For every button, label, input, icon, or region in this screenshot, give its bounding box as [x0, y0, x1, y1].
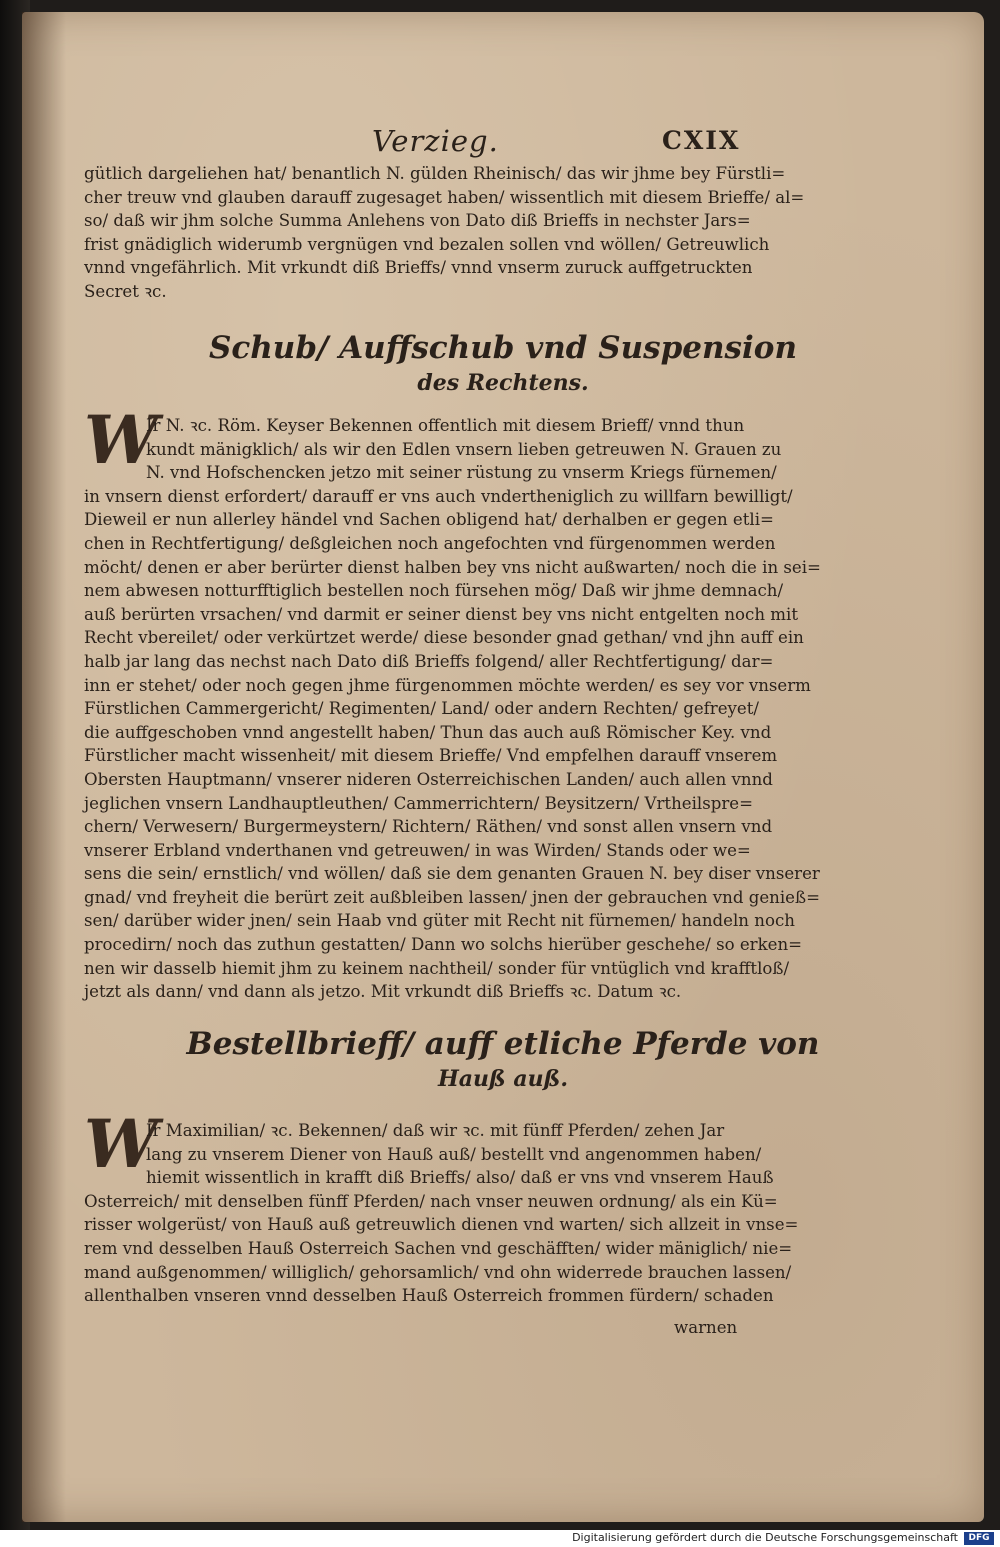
- running-title: Verzieg.: [372, 124, 499, 158]
- funding-credit: Digitalisierung gefördert durch die Deutsche Forschungsgemeinschaft: [572, 1531, 958, 1544]
- text-line: kundt mänigklich/ als wir den Edlen vnsern lieben getreuwen N. Grauen zu: [146, 439, 782, 459]
- text-line: halb jar lang das nechst nach Dato diß Brieffs folgend/ aller Rechtfertigung/ dar=: [84, 651, 774, 671]
- text-line: nen wir dasselb hiemit jhm zu keinem nachtheil/ sonder für vntüglich vnd krafftloß/: [84, 958, 790, 978]
- text-line: vnnd vngefährlich. Mit vrkundt diß Brieffs/ vnnd vnserm zuruck auffgetruckten: [84, 258, 753, 278]
- book-page: [22, 12, 984, 1522]
- text-line: so/ daß wir jhm solche Summa Anlehens von Dato diß Brieffs in nechster Jars=: [84, 211, 751, 231]
- text-line: jeglichen vnsern Landhauptleuthen/ Cammerrichtern/ Beysitzern/ Vrtheilspre=: [84, 793, 754, 813]
- section-heading: [22, 328, 984, 398]
- text-line: auß berürten vrsachen/ vnd darmit er seiner dienst bey vns nicht entgelten noch mit: [84, 604, 799, 624]
- text-line: procedirn/ noch das zuthun gestatten/ Dann wo solchs hierüber geschehe/ so erken=: [84, 935, 803, 955]
- section-subtitle: des Rechtens.: [417, 370, 589, 396]
- text-line: chen in Rechtfertigung/ deßgleichen noch angefochten vnd fürgenommen werden: [84, 533, 776, 553]
- section-body: [84, 1119, 798, 1308]
- text-line: chern/ Verwesern/ Burgermeystern/ Richtern/ Räthen/ vnd sonst allen vnsern vnd: [84, 817, 773, 837]
- text-line: mand außgenommen/ williglich/ gehorsamlich/ vnd ohn widerrede brauchen lassen/: [84, 1262, 792, 1282]
- text-line: inn er stehet/ oder noch gegen jhme fürgenommen möchte werden/ es sey vor vnserm: [84, 675, 811, 695]
- text-line: Osterreich/ mit denselben fünff Pferden/ nach vnser neuwen ordnung/ als ein Kü=: [84, 1191, 778, 1211]
- text-line: sen/ darüber wider jnen/ sein Haab vnd güter mit Recht nit fürnemen/ handeln noch: [84, 911, 795, 931]
- text-line: sens die sein/ ernstlich/ vnd wöllen/ daß sie dem genanten Grauen N. bey diser vnserer: [84, 864, 820, 884]
- text-line: in vnsern dienst erfordert/ darauff er vns auch vndertheniglich zu willfarn bewilligt/: [84, 486, 793, 506]
- text-line: jetzt als dann/ vnd dann als jetzo. Mit vrkundt diß Brieffs ꝛc. Datum ꝛc.: [84, 982, 682, 1002]
- text-line: cher treuw vnd glauben darauff zugesaget haben/ wissentlich mit diesem Brieffe/ al=: [84, 187, 805, 207]
- page-gutter-shadow: [22, 12, 66, 1522]
- drop-capital: W: [84, 1105, 159, 1183]
- text-line: gnad/ vnd freyheit die berürt zeit außbleiben lassen/ jnen der gebrauchen vnd genieß=: [84, 887, 820, 907]
- text-line: rem vnd desselben Hauß Osterreich Sachen vnd geschäfften/ wider mäniglich/ nie=: [84, 1238, 793, 1258]
- text-line: allenthalben vnseren vnnd desselben Hauß Osterreich frommen fürdern/ schaden: [84, 1286, 774, 1306]
- text-line: Ir N. ꝛc. Röm. Keyser Bekennen offentlich mit diesem Brieff/ vnnd thun: [146, 416, 745, 435]
- text-line: Secret ꝛc.: [84, 281, 167, 301]
- section-title: Bestellbrieff/ auff etliche Pferde von: [186, 1026, 820, 1062]
- section-heading: [22, 1024, 984, 1094]
- dfg-logo: DFG: [964, 1532, 994, 1545]
- text-line: frist gnädiglich widerumb vergnügen vnd bezalen sollen vnd wöllen/ Getreuwlich: [84, 234, 770, 254]
- text-line: Fürstlicher macht wissenheit/ mit diesem Brieffe/ Vnd empfelhen darauff vnserem: [84, 746, 778, 766]
- text-line: Obersten Hauptmann/ vnserer nideren Osterreichischen Landen/ auch allen vnnd: [84, 769, 773, 789]
- text-line: die auffgeschoben vnnd angestellt haben/ Thun das auch auß Römischer Key. vnd: [84, 722, 772, 742]
- text-line: N. vnd Hofschencken jetzo mit seiner rüstung zu vnserm Kriegs fürnemen/: [146, 463, 777, 483]
- footer-bar: [0, 1530, 1000, 1547]
- section-subtitle: Hauß auß.: [437, 1066, 569, 1092]
- text-line: möcht/ denen er aber berürter dienst halben bey vns nicht außwarten/ noch die in sei=: [84, 557, 821, 577]
- text-line: Recht vbereilet/ oder verkürtzet werde/ diese besonder gnad gethan/ vnd jhn auff ein: [84, 628, 804, 648]
- section-body: [84, 414, 821, 1004]
- text-line: lang zu vnserem Diener von Hauß auß/ bestellt vnd angenommen haben/: [146, 1144, 762, 1164]
- text-line: risser wolgerüst/ von Hauß auß getreuwlich dienen vnd warten/ sich allzeit in vnse=: [84, 1215, 799, 1235]
- text-line: hiemit wissentlich in krafft diß Brieffs/ also/ daß er vns vnd vnserem Hauß: [146, 1168, 774, 1188]
- drop-capital: W: [84, 401, 159, 479]
- text-line: Ir Maximilian/ ꝛc. Bekennen/ daß wir ꝛc. mit fünff Pferden/ zehen Jar: [146, 1121, 725, 1140]
- page-number: CXIX: [662, 126, 741, 155]
- text-line: Fürstlichen Cammergericht/ Regimenten/ Land/ oder andern Rechten/ gefreyet/: [84, 699, 759, 719]
- text-line: gütlich dargeliehen hat/ benantlich N. gülden Rheinisch/ das wir jhme bey Fürstli=: [84, 164, 786, 183]
- text-line: vnserer Erbland vnderthanen vnd getreuwen/ in was Wirden/ Stands oder we=: [84, 840, 751, 860]
- text-line: nem abwesen notturfftiglich bestellen noch fürsehen mög/ Daß wir jhme demnach/: [84, 581, 784, 601]
- continuation-text: [84, 162, 804, 304]
- section-title: Schub/ Auffschub vnd Suspension: [208, 330, 798, 366]
- text-line: Dieweil er nun allerley händel vnd Sachen obligend hat/ derhalben er gegen etli=: [84, 510, 774, 530]
- catchword: warnen: [674, 1318, 738, 1337]
